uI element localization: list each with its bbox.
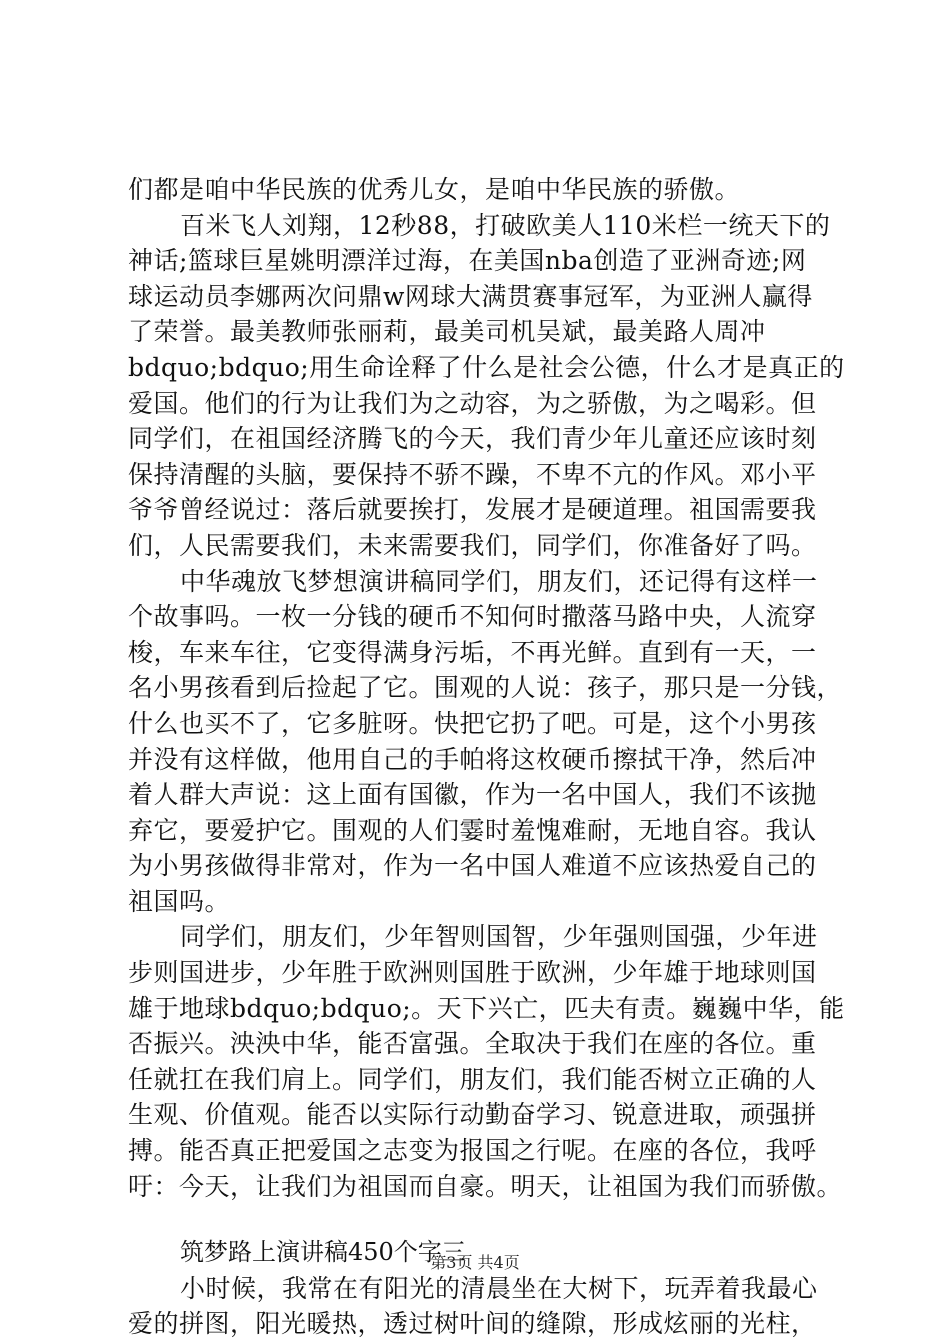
body-line: 爱国。他们的行为让我们为之动容，为之骄傲，为之喝彩。但	[128, 388, 817, 418]
document-body	[128, 172, 845, 1342]
page-footer: 第3页 共4页	[430, 1253, 520, 1272]
body-line: 球运动员李娜两次问鼎w网球大满贯赛事冠军，为亚洲人赢得	[128, 281, 813, 311]
body-line: 们都是咱中华民族的优秀儿女，是咱中华民族的骄傲。	[128, 175, 741, 204]
body-line: 同学们，朋友们，少年智则国智，少年强则国强，少年进	[180, 922, 818, 952]
body-line: 个故事吗。一枚一分钱的硬币不知何时撒落马路中央，人流穿	[128, 602, 817, 632]
body-line: 生观、价值观。能否以实际行动勤奋学习、锐意进取，顽强拼	[128, 1100, 817, 1130]
body-line: 步则国进步，少年胜于欧洲则国胜于欧洲，少年雄于地球则国	[128, 958, 817, 988]
body-line: 梭，车来车往，它变得满身污垢，不再光鲜。直到有一天，一	[128, 637, 817, 667]
body-line: 爷爷曾经说过：落后就要挨打，发展才是硬道理。祖国需要我	[128, 495, 817, 525]
body-line: 任就扛在我们肩上。同学们，朋友们，我们能否树立正确的人	[128, 1064, 817, 1094]
body-line: 小时候，我常在有阳光的清晨坐在大树下，玩弄着我最心	[180, 1273, 818, 1303]
body-line: 百米飞人刘翔，12秒88，打破欧美人110米栏一统天下的	[180, 210, 831, 240]
body-line: 吁：今天，让我们为祖国而自豪。明天，让祖国为我们而骄傲。	[128, 1171, 843, 1201]
body-line: 祖国吗。	[128, 886, 231, 916]
body-line: 雄于地球bdquo;bdquo;。天下兴亡，匹夫有责。巍巍中华，能	[128, 993, 845, 1023]
body-line: 爱的拼图，阳光暖热，透过树叶间的缝隙，形成炫丽的光柱，	[128, 1309, 817, 1339]
body-line: 着人群大声说：这上面有国徽，作为一名中国人，我们不该抛	[128, 780, 817, 810]
body-line: 什么也买不了，它多脏呀。快把它扔了吧。可是，这个小男孩	[128, 708, 817, 738]
body-line: 神话;篮球巨星姚明漂洋过海，在美国nba创造了亚洲奇迹;网	[128, 246, 807, 276]
body-line: 搏。能否真正把爱国之志变为报国之行呢。在座的各位，我呼	[128, 1136, 817, 1166]
body-line: bdquo;bdquo;用生命诠释了什么是社会公德，什么才是真正的	[128, 352, 845, 382]
body-line: 弃它，要爱护它。围观的人们霎时羞愧难耐，无地自容。我认	[128, 815, 817, 845]
section-heading: 筑梦路上演讲稿450个字三	[180, 1238, 466, 1267]
body-line: 同学们，在祖国经济腾飞的今天，我们青少年儿童还应该时刻	[128, 424, 817, 454]
body-line: 并没有这样做，他用自己的手帕将这枚硬币擦拭干净，然后冲	[128, 744, 817, 774]
body-line: 否振兴。泱泱中华，能否富强。全取决于我们在座的各位。重	[128, 1029, 817, 1059]
body-line: 们，人民需要我们，未来需要我们，同学们，你准备好了吗。	[128, 530, 817, 560]
body-line: 中华魂放飞梦想演讲稿同学们，朋友们，还记得有这样一	[180, 566, 818, 596]
section-spacer	[128, 1204, 828, 1235]
body-line: 名小男孩看到后捡起了它。围观的人说：孩子，那只是一分钱，	[128, 673, 843, 703]
body-line: 保持清醒的头脑，要保持不骄不躁，不卑不亢的作风。邓小平	[128, 459, 817, 489]
body-line: 为小男孩做得非常对，作为一名中国人难道不应该热爱自己的	[128, 851, 817, 881]
body-line: 了荣誉。最美教师张丽莉，最美司机吴斌，最美路人周冲	[128, 317, 766, 347]
